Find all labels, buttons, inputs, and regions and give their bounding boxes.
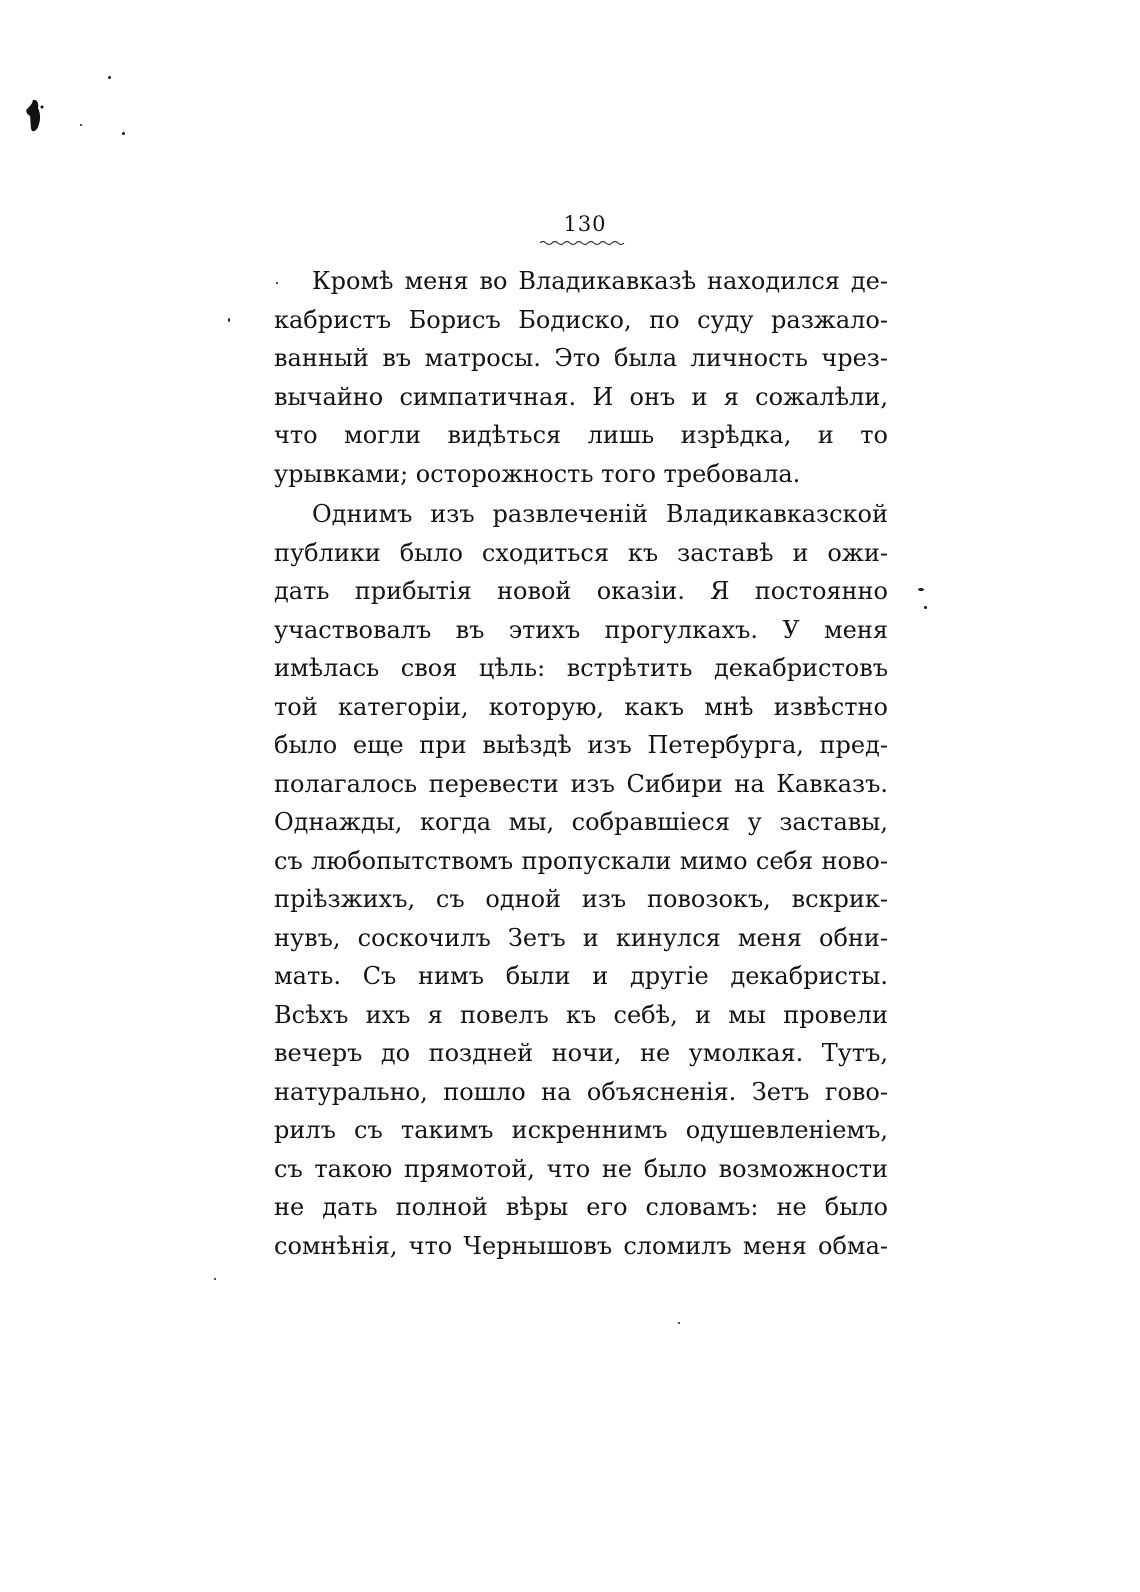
- dust-speck: [214, 1278, 216, 1280]
- text-line: дать прибытія новой оказіи. Я постоянно: [274, 577, 888, 605]
- text-line: натурально, пошло на объясненія. Зетъ гово-: [274, 1077, 888, 1106]
- dust-speck: [678, 1322, 680, 1324]
- text-line: нувъ, соскочилъ Зетъ и кинулся меня обни-: [274, 923, 888, 952]
- paragraph-2: [274, 495, 888, 1265]
- text-line: полагалось перевести изъ Сибири на Кавказъ.: [274, 769, 888, 798]
- text-line: публики было сходиться къ заставѣ и ожи-: [274, 538, 888, 567]
- text-line: сомнѣнія, что Чернышовъ сломилъ меня обма-: [274, 1231, 888, 1260]
- text-line: не дать полной вѣры его словамъ: не было: [274, 1193, 888, 1221]
- text-line: имѣлась своя цѣль: встрѣтить декабристовъ: [274, 654, 888, 682]
- text-line: кабристъ Борисъ Бодиско, по суду разжало-: [274, 305, 888, 334]
- text-line: ванный въ матросы. Это была личность чрез-: [274, 344, 888, 372]
- text-line: съ такою прямотой, что не было возможности: [274, 1154, 888, 1183]
- text-line: пріѣзжихъ, съ одной изъ повозокъ, вскрик-: [274, 885, 888, 913]
- body-text: [274, 262, 888, 1265]
- text-line: Всѣхъ ихъ я повелъ къ себѣ, и мы провели: [274, 1000, 888, 1029]
- dust-speck: [108, 76, 111, 79]
- text-line: той категоріи, которую, какъ мнѣ извѣстно: [274, 692, 888, 721]
- dust-speck: [80, 124, 82, 126]
- text-line: съ любопытствомъ пропускали мимо себя ново-: [274, 846, 888, 875]
- text-line: было еще при выѣздѣ изъ Петербурга, пред-: [274, 731, 888, 759]
- text-line: что могли видѣться лишь изрѣдка, и то: [274, 421, 888, 449]
- text-line: вычайно симпатичная. И онъ и я сожалѣли,: [274, 382, 888, 411]
- ink-blot: [24, 98, 46, 134]
- text-line: рилъ съ такимъ искреннимъ одушевленіемъ,: [274, 1116, 888, 1144]
- dust-speck: [924, 606, 927, 609]
- text-line: мать. Съ нимъ были и другіе декабристы.: [274, 962, 888, 990]
- text-line: Кромѣ меня во Владикавказѣ находился де-: [312, 267, 888, 295]
- page-number-underline: [536, 238, 628, 248]
- dust-speck: [918, 588, 924, 591]
- dust-speck: [122, 132, 125, 135]
- text-line: урывками; осторожность того требовала.: [274, 459, 801, 488]
- dust-speck: [228, 318, 230, 322]
- text-line: Однимъ изъ развлеченій Владикавказской: [312, 500, 888, 528]
- paragraph-1: [274, 262, 888, 493]
- text-line: вечеръ до поздней ночи, не умолкая. Тутъ,: [274, 1039, 888, 1067]
- text-line: Однажды, когда мы, собравшіеся у заставы,: [274, 808, 888, 836]
- text-line: участвовалъ въ этихъ прогулкахъ. У меня: [274, 615, 888, 644]
- page-number: 130: [563, 212, 607, 236]
